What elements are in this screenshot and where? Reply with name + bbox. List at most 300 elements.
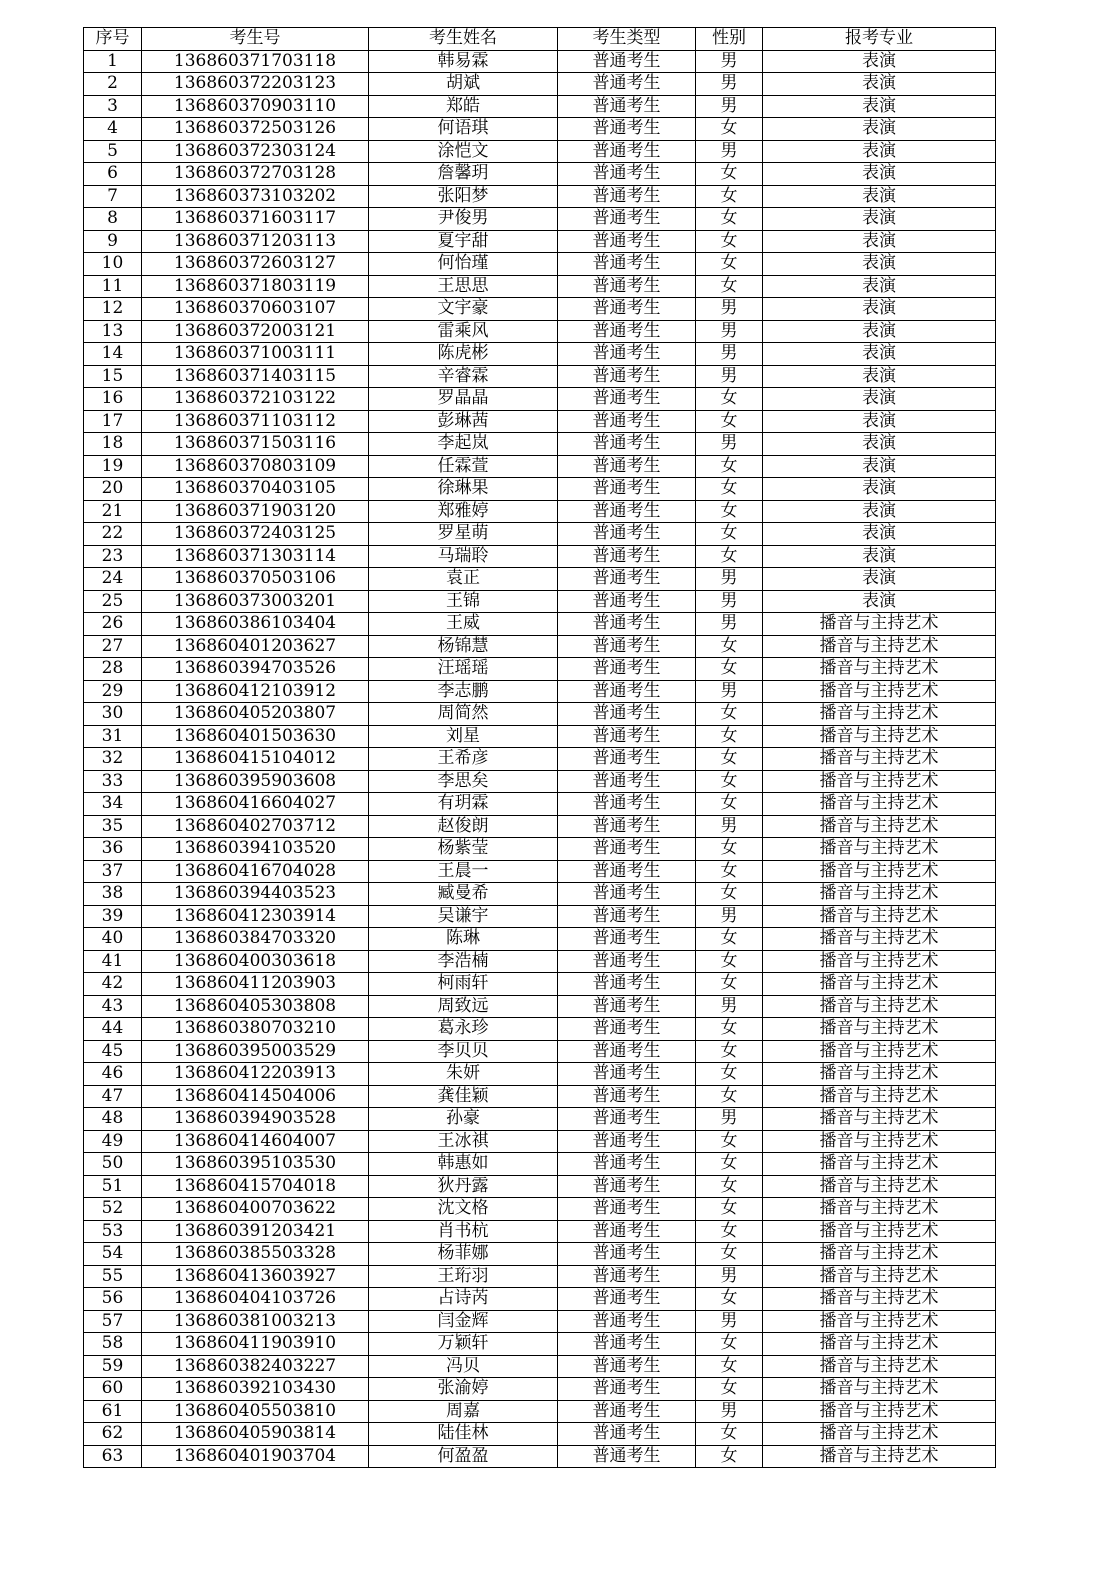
column-header-exam-id: 考生号 bbox=[142, 28, 369, 51]
cell-seq: 63 bbox=[84, 1445, 142, 1468]
cell-name: 吴谦宇 bbox=[369, 905, 558, 928]
cell-name: 涂恺文 bbox=[369, 140, 558, 163]
cell-gender: 女 bbox=[696, 275, 763, 298]
cell-type: 普通考生 bbox=[558, 1175, 696, 1198]
cell-name: 孙豪 bbox=[369, 1108, 558, 1131]
cell-seq: 59 bbox=[84, 1355, 142, 1378]
cell-major: 表演 bbox=[763, 410, 996, 433]
cell-exam-id: 136860371803119 bbox=[142, 275, 369, 298]
table-row bbox=[84, 275, 996, 298]
cell-seq: 22 bbox=[84, 523, 142, 546]
table-row bbox=[84, 860, 996, 883]
cell-seq: 45 bbox=[84, 1040, 142, 1063]
cell-exam-id: 136860416604027 bbox=[142, 793, 369, 816]
cell-seq: 19 bbox=[84, 455, 142, 478]
cell-major: 播音与主持艺术 bbox=[763, 635, 996, 658]
cell-gender: 女 bbox=[696, 163, 763, 186]
cell-name: 龚佳颖 bbox=[369, 1085, 558, 1108]
cell-seq: 14 bbox=[84, 343, 142, 366]
cell-exam-id: 136860371003111 bbox=[142, 343, 369, 366]
table-row bbox=[84, 455, 996, 478]
cell-gender: 女 bbox=[696, 1288, 763, 1311]
cell-exam-id: 136860412203913 bbox=[142, 1063, 369, 1086]
cell-type: 普通考生 bbox=[558, 230, 696, 253]
table-row bbox=[84, 905, 996, 928]
cell-gender: 男 bbox=[696, 1400, 763, 1423]
cell-name: 朱妍 bbox=[369, 1063, 558, 1086]
cell-name: 闫金辉 bbox=[369, 1310, 558, 1333]
cell-gender: 女 bbox=[696, 185, 763, 208]
cell-seq: 28 bbox=[84, 658, 142, 681]
cell-name: 胡斌 bbox=[369, 73, 558, 96]
cell-type: 普通考生 bbox=[558, 118, 696, 141]
cell-type: 普通考生 bbox=[558, 1378, 696, 1401]
table-row bbox=[84, 118, 996, 141]
cell-type: 普通考生 bbox=[558, 163, 696, 186]
cell-major: 表演 bbox=[763, 275, 996, 298]
column-header-seq: 序号 bbox=[84, 28, 142, 51]
cell-type: 普通考生 bbox=[558, 523, 696, 546]
cell-gender: 男 bbox=[696, 1108, 763, 1131]
cell-seq: 35 bbox=[84, 815, 142, 838]
table-row bbox=[84, 253, 996, 276]
cell-major: 表演 bbox=[763, 500, 996, 523]
cell-seq: 7 bbox=[84, 185, 142, 208]
cell-name: 王冰祺 bbox=[369, 1130, 558, 1153]
cell-type: 普通考生 bbox=[558, 770, 696, 793]
cell-exam-id: 136860402703712 bbox=[142, 815, 369, 838]
cell-seq: 1 bbox=[84, 50, 142, 73]
cell-gender: 女 bbox=[696, 1423, 763, 1446]
cell-exam-id: 136860372503126 bbox=[142, 118, 369, 141]
cell-gender: 女 bbox=[696, 208, 763, 231]
cell-type: 普通考生 bbox=[558, 298, 696, 321]
cell-major: 表演 bbox=[763, 455, 996, 478]
cell-exam-id: 136860395103530 bbox=[142, 1153, 369, 1176]
cell-type: 普通考生 bbox=[558, 343, 696, 366]
cell-gender: 男 bbox=[696, 298, 763, 321]
cell-gender: 女 bbox=[696, 928, 763, 951]
cell-exam-id: 136860395903608 bbox=[142, 770, 369, 793]
table-body bbox=[84, 50, 996, 1468]
cell-gender: 女 bbox=[696, 1040, 763, 1063]
cell-gender: 男 bbox=[696, 73, 763, 96]
cell-type: 普通考生 bbox=[558, 1040, 696, 1063]
cell-name: 刘星 bbox=[369, 725, 558, 748]
cell-type: 普通考生 bbox=[558, 838, 696, 861]
cell-seq: 54 bbox=[84, 1243, 142, 1266]
cell-gender: 女 bbox=[696, 1063, 763, 1086]
cell-major: 播音与主持艺术 bbox=[763, 1085, 996, 1108]
cell-type: 普通考生 bbox=[558, 568, 696, 591]
cell-gender: 女 bbox=[696, 1220, 763, 1243]
table-row bbox=[84, 703, 996, 726]
cell-gender: 女 bbox=[696, 725, 763, 748]
table-row bbox=[84, 995, 996, 1018]
cell-major: 播音与主持艺术 bbox=[763, 770, 996, 793]
cell-seq: 3 bbox=[84, 95, 142, 118]
cell-gender: 男 bbox=[696, 433, 763, 456]
cell-seq: 37 bbox=[84, 860, 142, 883]
cell-name: 赵俊朗 bbox=[369, 815, 558, 838]
cell-type: 普通考生 bbox=[558, 905, 696, 928]
cell-seq: 61 bbox=[84, 1400, 142, 1423]
cell-type: 普通考生 bbox=[558, 815, 696, 838]
cell-gender: 男 bbox=[696, 343, 763, 366]
cell-major: 表演 bbox=[763, 163, 996, 186]
cell-gender: 女 bbox=[696, 950, 763, 973]
cell-name: 李浩楠 bbox=[369, 950, 558, 973]
table-row bbox=[84, 680, 996, 703]
cell-exam-id: 136860373103202 bbox=[142, 185, 369, 208]
table-row bbox=[84, 635, 996, 658]
cell-major: 表演 bbox=[763, 568, 996, 591]
cell-seq: 17 bbox=[84, 410, 142, 433]
cell-gender: 女 bbox=[696, 1153, 763, 1176]
cell-name: 韩惠如 bbox=[369, 1153, 558, 1176]
cell-name: 李思矣 bbox=[369, 770, 558, 793]
cell-exam-id: 136860415704018 bbox=[142, 1175, 369, 1198]
cell-seq: 32 bbox=[84, 748, 142, 771]
cell-type: 普通考生 bbox=[558, 545, 696, 568]
cell-seq: 46 bbox=[84, 1063, 142, 1086]
cell-gender: 女 bbox=[696, 1378, 763, 1401]
cell-major: 表演 bbox=[763, 95, 996, 118]
cell-seq: 10 bbox=[84, 253, 142, 276]
cell-seq: 27 bbox=[84, 635, 142, 658]
cell-exam-id: 136860414604007 bbox=[142, 1130, 369, 1153]
cell-major: 播音与主持艺术 bbox=[763, 883, 996, 906]
cell-name: 万颖轩 bbox=[369, 1333, 558, 1356]
cell-exam-id: 136860411203903 bbox=[142, 973, 369, 996]
cell-exam-id: 136860405903814 bbox=[142, 1423, 369, 1446]
cell-gender: 女 bbox=[696, 748, 763, 771]
table-row bbox=[84, 1445, 996, 1468]
cell-exam-id: 136860372003121 bbox=[142, 320, 369, 343]
cell-type: 普通考生 bbox=[558, 1085, 696, 1108]
cell-gender: 女 bbox=[696, 1243, 763, 1266]
cell-gender: 女 bbox=[696, 1355, 763, 1378]
cell-exam-id: 136860414504006 bbox=[142, 1085, 369, 1108]
table-row bbox=[84, 410, 996, 433]
candidate-table bbox=[83, 27, 996, 1468]
table-row bbox=[84, 478, 996, 501]
header-row bbox=[84, 28, 996, 51]
cell-name: 陈琳 bbox=[369, 928, 558, 951]
cell-major: 表演 bbox=[763, 590, 996, 613]
cell-seq: 11 bbox=[84, 275, 142, 298]
cell-major: 表演 bbox=[763, 433, 996, 456]
cell-name: 李志鹏 bbox=[369, 680, 558, 703]
table-row bbox=[84, 185, 996, 208]
cell-major: 播音与主持艺术 bbox=[763, 1265, 996, 1288]
cell-seq: 51 bbox=[84, 1175, 142, 1198]
cell-seq: 18 bbox=[84, 433, 142, 456]
cell-type: 普通考生 bbox=[558, 590, 696, 613]
cell-exam-id: 136860391203421 bbox=[142, 1220, 369, 1243]
cell-name: 任霖萱 bbox=[369, 455, 558, 478]
table-row bbox=[84, 1153, 996, 1176]
cell-gender: 男 bbox=[696, 1310, 763, 1333]
table-row bbox=[84, 1400, 996, 1423]
cell-seq: 23 bbox=[84, 545, 142, 568]
cell-seq: 15 bbox=[84, 365, 142, 388]
cell-gender: 女 bbox=[696, 658, 763, 681]
cell-gender: 男 bbox=[696, 905, 763, 928]
cell-name: 杨紫莹 bbox=[369, 838, 558, 861]
column-header-major: 报考专业 bbox=[763, 28, 996, 51]
cell-exam-id: 136860384703320 bbox=[142, 928, 369, 951]
table-row bbox=[84, 770, 996, 793]
cell-gender: 女 bbox=[696, 770, 763, 793]
cell-major: 表演 bbox=[763, 298, 996, 321]
cell-seq: 58 bbox=[84, 1333, 142, 1356]
cell-major: 播音与主持艺术 bbox=[763, 1243, 996, 1266]
cell-gender: 女 bbox=[696, 118, 763, 141]
cell-major: 播音与主持艺术 bbox=[763, 1378, 996, 1401]
cell-major: 播音与主持艺术 bbox=[763, 1175, 996, 1198]
cell-name: 王锦 bbox=[369, 590, 558, 613]
cell-major: 播音与主持艺术 bbox=[763, 1355, 996, 1378]
cell-name: 周嘉 bbox=[369, 1400, 558, 1423]
cell-seq: 16 bbox=[84, 388, 142, 411]
cell-seq: 21 bbox=[84, 500, 142, 523]
table-row bbox=[84, 230, 996, 253]
cell-major: 播音与主持艺术 bbox=[763, 1288, 996, 1311]
cell-gender: 男 bbox=[696, 365, 763, 388]
cell-gender: 女 bbox=[696, 455, 763, 478]
cell-type: 普通考生 bbox=[558, 275, 696, 298]
table-row bbox=[84, 163, 996, 186]
table-row bbox=[84, 1265, 996, 1288]
table-row bbox=[84, 1355, 996, 1378]
cell-gender: 男 bbox=[696, 95, 763, 118]
cell-major: 播音与主持艺术 bbox=[763, 860, 996, 883]
cell-type: 普通考生 bbox=[558, 1108, 696, 1131]
cell-major: 表演 bbox=[763, 208, 996, 231]
cell-exam-id: 136860370803109 bbox=[142, 455, 369, 478]
cell-type: 普通考生 bbox=[558, 1400, 696, 1423]
cell-type: 普通考生 bbox=[558, 433, 696, 456]
cell-gender: 女 bbox=[696, 973, 763, 996]
cell-type: 普通考生 bbox=[558, 703, 696, 726]
cell-type: 普通考生 bbox=[558, 95, 696, 118]
table-row bbox=[84, 748, 996, 771]
cell-exam-id: 136860401503630 bbox=[142, 725, 369, 748]
cell-name: 何怡瑾 bbox=[369, 253, 558, 276]
cell-name: 张渝婷 bbox=[369, 1378, 558, 1401]
cell-major: 表演 bbox=[763, 118, 996, 141]
cell-exam-id: 136860372103122 bbox=[142, 388, 369, 411]
cell-type: 普通考生 bbox=[558, 208, 696, 231]
cell-type: 普通考生 bbox=[558, 748, 696, 771]
cell-seq: 13 bbox=[84, 320, 142, 343]
cell-seq: 60 bbox=[84, 1378, 142, 1401]
cell-major: 播音与主持艺术 bbox=[763, 748, 996, 771]
cell-seq: 43 bbox=[84, 995, 142, 1018]
table-row bbox=[84, 838, 996, 861]
cell-exam-id: 136860412103912 bbox=[142, 680, 369, 703]
cell-type: 普通考生 bbox=[558, 725, 696, 748]
cell-type: 普通考生 bbox=[558, 185, 696, 208]
cell-seq: 38 bbox=[84, 883, 142, 906]
cell-name: 王珩羽 bbox=[369, 1265, 558, 1288]
cell-gender: 女 bbox=[696, 478, 763, 501]
table-row bbox=[84, 1108, 996, 1131]
cell-gender: 女 bbox=[696, 1018, 763, 1041]
table-row bbox=[84, 883, 996, 906]
cell-gender: 男 bbox=[696, 1265, 763, 1288]
cell-name: 韩易霖 bbox=[369, 50, 558, 73]
cell-exam-id: 136860371703118 bbox=[142, 50, 369, 73]
cell-major: 播音与主持艺术 bbox=[763, 1445, 996, 1468]
cell-name: 冯贝 bbox=[369, 1355, 558, 1378]
table-row bbox=[84, 1310, 996, 1333]
cell-seq: 4 bbox=[84, 118, 142, 141]
cell-exam-id: 136860394103520 bbox=[142, 838, 369, 861]
cell-exam-id: 136860372403125 bbox=[142, 523, 369, 546]
cell-major: 播音与主持艺术 bbox=[763, 1220, 996, 1243]
cell-seq: 30 bbox=[84, 703, 142, 726]
cell-major: 表演 bbox=[763, 388, 996, 411]
cell-type: 普通考生 bbox=[558, 1130, 696, 1153]
table-row bbox=[84, 500, 996, 523]
cell-name: 杨菲娜 bbox=[369, 1243, 558, 1266]
cell-exam-id: 136860382403227 bbox=[142, 1355, 369, 1378]
cell-major: 表演 bbox=[763, 140, 996, 163]
table-row bbox=[84, 343, 996, 366]
cell-major: 播音与主持艺术 bbox=[763, 703, 996, 726]
cell-type: 普通考生 bbox=[558, 365, 696, 388]
cell-name: 李贝贝 bbox=[369, 1040, 558, 1063]
cell-exam-id: 136860401203627 bbox=[142, 635, 369, 658]
cell-seq: 2 bbox=[84, 73, 142, 96]
cell-seq: 56 bbox=[84, 1288, 142, 1311]
cell-seq: 24 bbox=[84, 568, 142, 591]
cell-major: 表演 bbox=[763, 545, 996, 568]
cell-gender: 女 bbox=[696, 883, 763, 906]
cell-gender: 女 bbox=[696, 1333, 763, 1356]
cell-seq: 31 bbox=[84, 725, 142, 748]
cell-seq: 26 bbox=[84, 613, 142, 636]
cell-name: 尹俊男 bbox=[369, 208, 558, 231]
table-row bbox=[84, 388, 996, 411]
cell-type: 普通考生 bbox=[558, 1220, 696, 1243]
table-row bbox=[84, 1040, 996, 1063]
cell-name: 彭琳茜 bbox=[369, 410, 558, 433]
table-row bbox=[84, 1288, 996, 1311]
cell-name: 王希彦 bbox=[369, 748, 558, 771]
cell-seq: 55 bbox=[84, 1265, 142, 1288]
cell-exam-id: 136860371403115 bbox=[142, 365, 369, 388]
cell-name: 罗晶晶 bbox=[369, 388, 558, 411]
cell-type: 普通考生 bbox=[558, 1063, 696, 1086]
cell-seq: 48 bbox=[84, 1108, 142, 1131]
cell-type: 普通考生 bbox=[558, 73, 696, 96]
table-row bbox=[84, 1198, 996, 1221]
table-row bbox=[84, 815, 996, 838]
cell-type: 普通考生 bbox=[558, 1153, 696, 1176]
cell-name: 袁正 bbox=[369, 568, 558, 591]
table-row bbox=[84, 1063, 996, 1086]
cell-gender: 女 bbox=[696, 410, 763, 433]
cell-exam-id: 136860401903704 bbox=[142, 1445, 369, 1468]
cell-type: 普通考生 bbox=[558, 388, 696, 411]
table-row bbox=[84, 320, 996, 343]
cell-name: 何语琪 bbox=[369, 118, 558, 141]
table-row bbox=[84, 613, 996, 636]
cell-gender: 男 bbox=[696, 50, 763, 73]
cell-type: 普通考生 bbox=[558, 410, 696, 433]
cell-exam-id: 136860372203123 bbox=[142, 73, 369, 96]
cell-type: 普通考生 bbox=[558, 455, 696, 478]
cell-major: 播音与主持艺术 bbox=[763, 1198, 996, 1221]
cell-gender: 女 bbox=[696, 230, 763, 253]
table-row bbox=[84, 298, 996, 321]
cell-name: 肖书杭 bbox=[369, 1220, 558, 1243]
cell-gender: 男 bbox=[696, 590, 763, 613]
table-row bbox=[84, 793, 996, 816]
cell-exam-id: 136860370503106 bbox=[142, 568, 369, 591]
cell-name: 杨锦慧 bbox=[369, 635, 558, 658]
cell-major: 播音与主持艺术 bbox=[763, 725, 996, 748]
cell-type: 普通考生 bbox=[558, 1445, 696, 1468]
cell-seq: 5 bbox=[84, 140, 142, 163]
cell-major: 表演 bbox=[763, 320, 996, 343]
cell-gender: 男 bbox=[696, 815, 763, 838]
cell-exam-id: 136860415104012 bbox=[142, 748, 369, 771]
table-row bbox=[84, 208, 996, 231]
cell-major: 播音与主持艺术 bbox=[763, 613, 996, 636]
table-row bbox=[84, 433, 996, 456]
cell-gender: 女 bbox=[696, 545, 763, 568]
table-row bbox=[84, 950, 996, 973]
cell-exam-id: 136860394703526 bbox=[142, 658, 369, 681]
cell-type: 普通考生 bbox=[558, 1355, 696, 1378]
cell-exam-id: 136860400703622 bbox=[142, 1198, 369, 1221]
cell-exam-id: 136860371103112 bbox=[142, 410, 369, 433]
cell-gender: 女 bbox=[696, 838, 763, 861]
cell-name: 夏宇甜 bbox=[369, 230, 558, 253]
cell-major: 播音与主持艺术 bbox=[763, 1310, 996, 1333]
cell-type: 普通考生 bbox=[558, 1018, 696, 1041]
cell-major: 播音与主持艺术 bbox=[763, 1400, 996, 1423]
column-header-name: 考生姓名 bbox=[369, 28, 558, 51]
cell-type: 普通考生 bbox=[558, 995, 696, 1018]
cell-major: 表演 bbox=[763, 230, 996, 253]
cell-major: 表演 bbox=[763, 478, 996, 501]
cell-name: 何盈盈 bbox=[369, 1445, 558, 1468]
table-row bbox=[84, 73, 996, 96]
cell-name: 马瑞聆 bbox=[369, 545, 558, 568]
cell-gender: 女 bbox=[696, 1130, 763, 1153]
cell-gender: 女 bbox=[696, 500, 763, 523]
cell-exam-id: 136860370603107 bbox=[142, 298, 369, 321]
cell-gender: 女 bbox=[696, 703, 763, 726]
cell-name: 柯雨轩 bbox=[369, 973, 558, 996]
cell-type: 普通考生 bbox=[558, 1333, 696, 1356]
cell-type: 普通考生 bbox=[558, 1243, 696, 1266]
cell-gender: 女 bbox=[696, 253, 763, 276]
cell-exam-id: 136860386103404 bbox=[142, 613, 369, 636]
cell-name: 占诗芮 bbox=[369, 1288, 558, 1311]
cell-type: 普通考生 bbox=[558, 500, 696, 523]
cell-major: 表演 bbox=[763, 253, 996, 276]
cell-seq: 8 bbox=[84, 208, 142, 231]
cell-name: 张阳梦 bbox=[369, 185, 558, 208]
table-row bbox=[84, 568, 996, 591]
cell-type: 普通考生 bbox=[558, 793, 696, 816]
